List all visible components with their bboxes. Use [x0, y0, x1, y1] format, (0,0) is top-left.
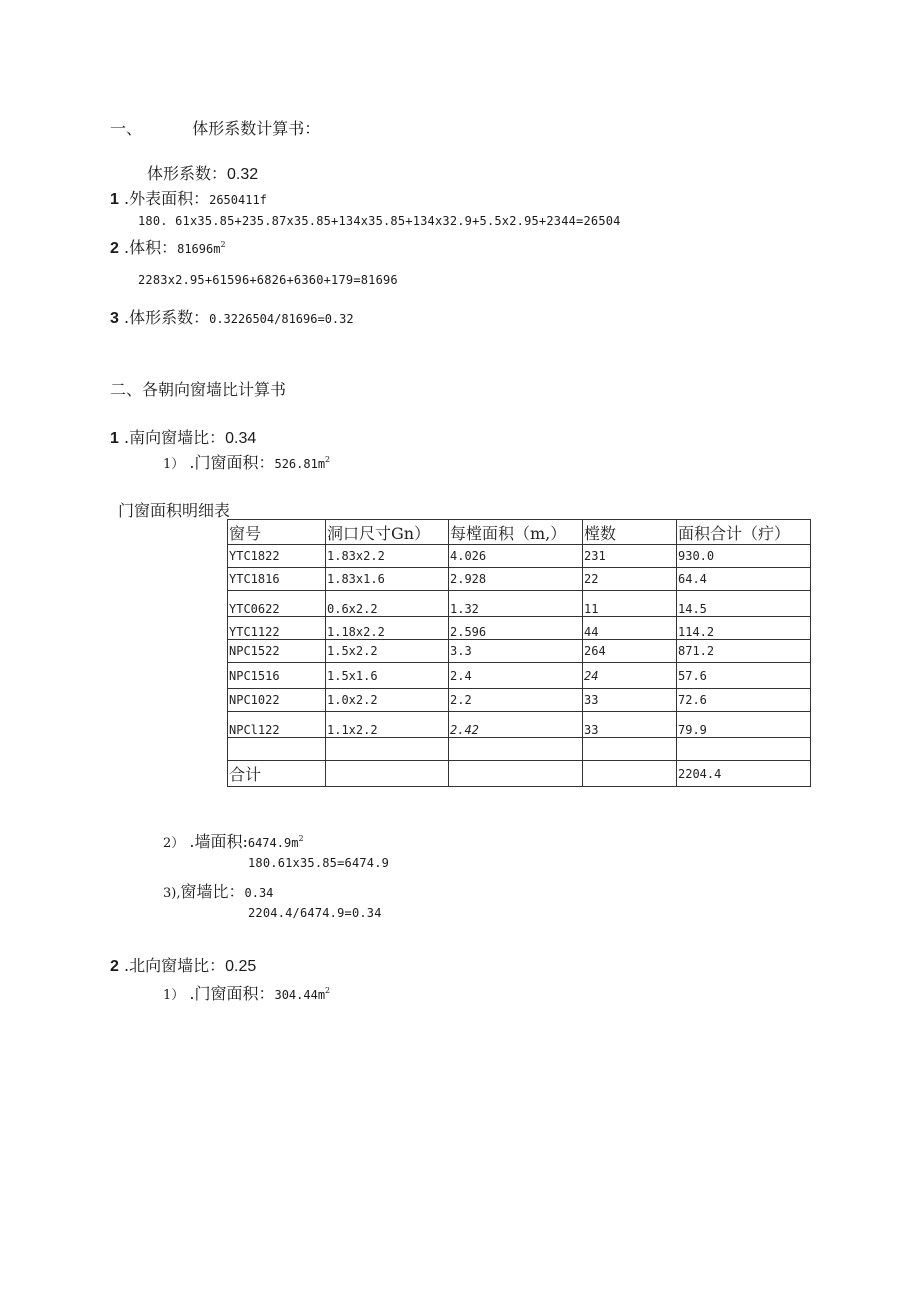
- cell: 2.596: [449, 617, 583, 640]
- cell: [449, 738, 583, 761]
- north-sub1-label: .门窗面积：: [189, 984, 275, 1003]
- cell: 1.5x2.2: [326, 640, 449, 663]
- cell: 4.026: [449, 545, 583, 568]
- section1-heading-number: 一、: [110, 119, 143, 138]
- south-value: 0.34: [225, 430, 257, 447]
- cell: 33: [583, 712, 677, 738]
- cell: 1.83x2.2: [326, 545, 449, 568]
- item3-number: 3: [110, 310, 119, 327]
- north-value: 0.25: [225, 958, 257, 975]
- cell: 2.928: [449, 568, 583, 591]
- cell: 1.1x2.2: [326, 712, 449, 738]
- cell: [449, 761, 583, 787]
- south-sub3-number: 3),: [163, 886, 181, 901]
- total-label-cell: 合计: [228, 761, 326, 787]
- cell: [677, 738, 811, 761]
- cell: [326, 738, 449, 761]
- cell: [583, 761, 677, 787]
- cell: 11: [583, 591, 677, 617]
- cell: 1.83x1.6: [326, 568, 449, 591]
- south-wall-area-line: [163, 829, 304, 852]
- item2-number: 2: [110, 240, 119, 257]
- table-row: [228, 617, 811, 640]
- header-cell: 每樘面积（m,）: [449, 520, 583, 545]
- cell: 114.2: [677, 617, 811, 640]
- south-label: .南向窗墙比：: [124, 428, 226, 447]
- cell: 57.6: [677, 663, 811, 689]
- cell: 14.5: [677, 591, 811, 617]
- cell: [583, 738, 677, 761]
- table-title: 门窗面积明细表: [118, 501, 231, 520]
- north-window-area-line: [163, 981, 330, 1004]
- south-sub2-unit-sup: 2: [298, 834, 304, 843]
- cell: 3.3: [449, 640, 583, 663]
- header-cell: 洞口尺寸Gn）: [326, 520, 449, 545]
- table-empty-row: [228, 738, 811, 761]
- south-window-area-line: [163, 450, 330, 473]
- cell: 24: [583, 663, 677, 689]
- table-row: [228, 545, 811, 568]
- cell: 930.0: [677, 545, 811, 568]
- cell: NPC1522: [228, 640, 326, 663]
- cell: 44: [583, 617, 677, 640]
- section1-heading-text: 体形系数计算书：: [192, 119, 321, 138]
- north-sub1-value: 304.44m: [274, 988, 326, 1002]
- section2-heading: 二、各朝向窗墙比计算书: [110, 380, 287, 399]
- surface-area-line: [110, 186, 267, 209]
- cell: NPCl122: [228, 712, 326, 738]
- table-row: [228, 591, 811, 617]
- cell: [326, 761, 449, 787]
- table-row: [228, 640, 811, 663]
- south-sub2-number: 2）: [163, 836, 185, 851]
- south-sub3-value: 0.34: [244, 886, 274, 900]
- shape-coefficient-result: [147, 161, 258, 184]
- south-ratio-line: [110, 425, 256, 448]
- north-label: .北向窗墙比：: [124, 956, 226, 975]
- total-value-cell: 2204.4: [677, 761, 811, 787]
- cell: NPC1022: [228, 689, 326, 712]
- cell: 231: [583, 545, 677, 568]
- window-area-table: [227, 519, 811, 787]
- item2-value: 81696m: [177, 242, 221, 256]
- south-sub2-label: .墙面积:: [189, 832, 248, 851]
- cell: 2.2: [449, 689, 583, 712]
- table-total-row: [228, 761, 811, 787]
- cell: YTC1122: [228, 617, 326, 640]
- cell: 64.4: [677, 568, 811, 591]
- north-ratio-line: [110, 953, 256, 976]
- south-sub1-number: 1）: [163, 457, 185, 472]
- cell: YTC1822: [228, 545, 326, 568]
- cell: 0.6x2.2: [326, 591, 449, 617]
- cell: 79.9: [677, 712, 811, 738]
- shape-coefficient-value: 0.32: [227, 166, 259, 183]
- header-cell: 樘数: [583, 520, 677, 545]
- header-cell: 面积合计（疔）: [677, 520, 811, 545]
- cell: YTC1816: [228, 568, 326, 591]
- cell: NPC1516: [228, 663, 326, 689]
- table-row: [228, 689, 811, 712]
- table-row: [228, 663, 811, 689]
- cell: 1.32: [449, 591, 583, 617]
- item1-label: .外表面积：: [124, 189, 210, 208]
- item1-number: 1: [110, 191, 119, 208]
- south-number: 1: [110, 430, 119, 447]
- cell: 22: [583, 568, 677, 591]
- south-sub1-label: .门窗面积：: [189, 453, 275, 472]
- cell: 72.6: [677, 689, 811, 712]
- cell: 1.5x1.6: [326, 663, 449, 689]
- shape-coefficient-label: 体形系数：: [147, 164, 228, 183]
- south-sub1-value: 526.81m: [274, 457, 326, 471]
- cell: 1.0x2.2: [326, 689, 449, 712]
- north-sub1-number: 1）: [163, 988, 185, 1003]
- volume-formula: 2283x2.95+61596+6826+6360+179=81696: [138, 273, 398, 287]
- cell: 1.18x2.2: [326, 617, 449, 640]
- item3-value: 0.3226504/81696=0.32: [209, 312, 354, 326]
- cell: 2.4: [449, 663, 583, 689]
- section1-heading: [110, 116, 320, 139]
- table-header-row: [228, 520, 811, 545]
- cell: 33: [583, 689, 677, 712]
- south-wall-area-formula: 180.61x35.85=6474.9: [248, 856, 390, 870]
- south-sub1-unit-sup: 2: [325, 455, 331, 464]
- table-row: [228, 568, 811, 591]
- south-sub3-label: 窗墙比：: [180, 882, 245, 901]
- south-window-wall-ratio-line: [163, 879, 273, 902]
- volume-line: [110, 235, 226, 258]
- header-cell: 窗号: [228, 520, 326, 545]
- surface-area-formula: 180. 61x35.85+235.87x35.85+134x35.85+134x32.9+5.5x2.95+2344=26504: [138, 214, 621, 228]
- item2-label: .体积：: [124, 238, 178, 257]
- south-sub2-value: 6474.9m: [247, 836, 299, 850]
- cell: 264: [583, 640, 677, 663]
- table-row: [228, 712, 811, 738]
- item1-value: 2650411f: [209, 193, 267, 207]
- north-sub1-unit-sup: 2: [325, 986, 331, 995]
- cell: YTC0622: [228, 591, 326, 617]
- shape-coefficient-line: [110, 305, 354, 328]
- north-number: 2: [110, 958, 119, 975]
- item3-label: .体形系数：: [124, 308, 210, 327]
- cell: 2.42: [449, 712, 583, 738]
- south-ratio-formula: 2204.4/6474.9=0.34: [248, 906, 382, 920]
- cell: 871.2: [677, 640, 811, 663]
- cell: [228, 738, 326, 761]
- item2-unit-sup: 2: [220, 240, 226, 249]
